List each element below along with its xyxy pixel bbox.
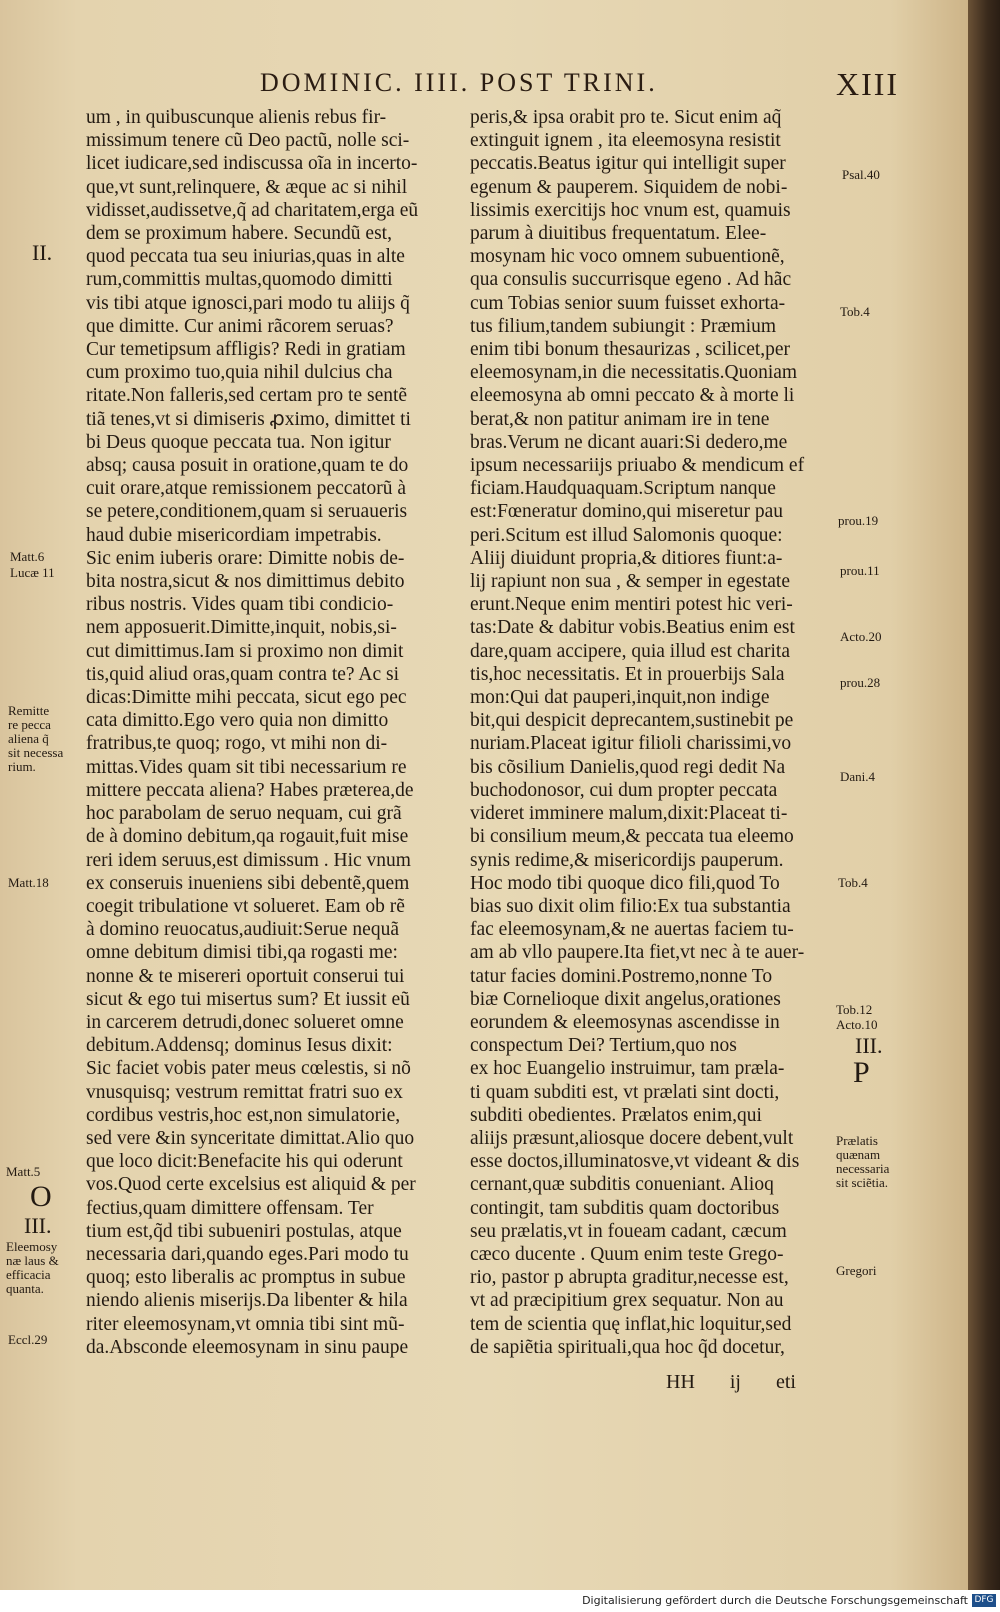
text-line: à domino reuocatus,audiuit:Serue nequã (86, 919, 399, 941)
text-line: niendo alienis miserĳs.Da libenter & hila (86, 1290, 408, 1312)
text-line: Sic faciet vobis pater meus cœlestis, si nõ (86, 1058, 411, 1080)
text-line: bi consilium meum,& peccata tua eleemo (470, 826, 794, 848)
text-line: cæco ducente . Quum enim teste Grego- (470, 1243, 784, 1265)
text-line: mittas.Vides quam sit tibi necessarium re (86, 756, 407, 778)
right-text-column (470, 106, 820, 1359)
text-line: fectius,quam dimittere offensam. Ter (86, 1197, 374, 1219)
text-line: Sic enim iuberis orare: Dimitte nobis de- (86, 547, 405, 569)
text-line: um , in quibuscunque alienis rebus fir- (86, 107, 387, 128)
text-line: bit,qui despicit deprecantem,sustinebit pe (470, 710, 794, 732)
text-line: quod peccata tua seu iniurias,quas in alte (86, 246, 405, 268)
text-line: nonne & te misereri oportuit conserui tui (86, 965, 405, 987)
text-line: lissimis exercitĳs hoc vnum est, quamuis (470, 199, 791, 221)
text-line: vis tibi atque ignosci,pari modo tu aliĳs q̃ (86, 292, 410, 314)
margin-ref-tob4a: Tob.4 (840, 304, 870, 319)
text-line: eorundem & eleemosynas ascendisse in (470, 1011, 780, 1033)
text-line: parum à diuitibus frequentatum. Elee- (470, 223, 767, 245)
text-line: esse doctos,illuminatosve,vt videant & dis (470, 1151, 800, 1173)
text-line: coegit tribulatione vt solueret. Eam ob rẽ (86, 895, 405, 917)
catchword-line (666, 1371, 796, 1394)
text-line: cuit orare,atque remissionem peccatorũ à (86, 478, 406, 500)
margin-ref-acto10: Acto.10 (836, 1017, 878, 1032)
margin-note-remitte: Remitte re pecca aliena q̃ sit necessa rium. (8, 703, 64, 774)
text-line: bis cõsilium Danielis,quod regi dedit Na (470, 756, 786, 778)
text-line: eleemosyna ab omni peccato & à morte li (470, 385, 795, 407)
text-line: de à domino debitum,qa rogauit,fuit mise (86, 826, 409, 848)
text-line: est:Fœneratur domino,qui miseretur pau (470, 501, 784, 523)
margin-ref-psal: Psal.40 (842, 167, 880, 182)
book-edge (968, 0, 1000, 1612)
text-line: vos.Quod certe excelsius est aliquid & per (86, 1174, 416, 1196)
margin-ref-dani4: Dani.4 (840, 769, 876, 784)
text-line: contingit, tam subditis quam doctoribus (470, 1197, 780, 1219)
text-line: hoc parabolam de seruo nequam, cui grã (86, 803, 402, 825)
text-line: missimum tenere cũ Deo pactũ, nolle sci- (86, 130, 410, 152)
text-line: Aliĳ diuidunt propria,& ditiores fiunt:a- (470, 547, 783, 569)
text-line: enim tibi bonum thesaurizas , scilicet,per (470, 339, 791, 361)
text-line: que loco dicit:Benefacite his qui oderunt (86, 1151, 403, 1173)
text-line: vidisset,audissetve,q̃ ad charitatem,erga eũ (86, 199, 419, 221)
text-line: tis,quid aliud oras,quam contra te? Ac si (86, 663, 400, 685)
text-line: ribus nostris. Vides quam tibi condicio- (86, 594, 394, 616)
text-line: da.Absconde eleemosynam in sinu paupe (86, 1336, 409, 1358)
text-line: que dimitte. Cur animi rãcorem seruas? (86, 315, 394, 337)
margin-ref-tob12: Tob.12 (836, 1002, 873, 1017)
margin-letter-p: P (853, 1056, 870, 1089)
text-line: extinguit ignem , ita eleemosyna resistit (470, 130, 781, 152)
text-line: seu prælatis,vt in foueam cadant, cæcum (470, 1220, 787, 1242)
text-line: cut dimittimus.Iam si proximo non dimit (86, 640, 404, 662)
text-line: aliĳs præsunt,aliosque docere debent,vult (470, 1127, 794, 1149)
text-line: rum,committis multas,quomodo dimitti (86, 269, 393, 291)
text-line: sicut & ego tui misertus sum? Et iussit eũ (86, 988, 410, 1010)
margin-ref-lucae11: Lucæ 11 (10, 565, 55, 580)
running-title: DOMINIC. IIII. POST TRINI. (260, 68, 658, 97)
text-line: peris,& ipsa orabit pro te. Sicut enim aq̃ (470, 107, 782, 128)
text-line: haud dubie misericordiam impetrabis. (86, 524, 382, 546)
margin-letter-o: O (30, 1180, 52, 1213)
catchword: eti (775, 1371, 796, 1393)
margin-ref-eccl: Eccl.29 (8, 1332, 48, 1347)
text-line: tiã tenes,vt si dimiseris ꝓximo, dimittet ti (86, 408, 411, 430)
margin-ref-tob4b: Tob.4 (838, 875, 868, 890)
text-line: se petere,conditionem,quam si seruaueris (86, 501, 408, 523)
text-line: qua consulis succurrisque egeno . Ad hãc (470, 269, 792, 291)
signature-mark: HH (666, 1371, 695, 1393)
dfg-logo: DFG (972, 1594, 996, 1607)
margin-ref-gregori: Gregori (836, 1263, 877, 1278)
text-line: dicas:Dimitte mihi peccata, sicut ego pec (86, 687, 407, 709)
text-line: tus filium,tandem subiungit : Præmium (470, 315, 777, 337)
text-line: absq; causa posuit in oratione,quam te do (86, 455, 409, 477)
text-line: dem se proximum habere. Secundũ est, (86, 223, 392, 245)
footer-bar (0, 1590, 1000, 1612)
text-line: tas:Date & dabitur vobis.Beatius enim est (470, 617, 795, 639)
text-line: que,vt sunt,relinquere, & æque ac si nihil (86, 176, 408, 198)
text-line: bi Deus quoque peccata tua. Non igitur (86, 431, 391, 453)
margin-ref-matt5: Matt.5 (6, 1164, 41, 1179)
margin-ref-matt18: Matt.18 (8, 875, 49, 890)
text-line: berat,& non patitur animam ire in tene (470, 408, 770, 430)
text-line: conspectum Dei? Tertium,quo nos (470, 1035, 737, 1057)
text-line: fratribus,te quoq; rogo, vt mihi non di- (86, 733, 388, 755)
text-line: bias suo dixit olim filio:Ex tua substantia (470, 895, 791, 917)
text-line: tis,hoc necessitatis. Et in prouerbĳs Sala (470, 663, 785, 685)
folio-number: XIII (836, 66, 900, 102)
margin-note-praelatis: Prælatis quænam necessaria sit sciẽtia. (836, 1133, 890, 1190)
text-line: nem apposuerit.Dimitte,inquit, nobis,si- (86, 617, 397, 639)
margin-numeral-iii: III. (24, 1213, 52, 1238)
margin-ref-acto20: Acto.20 (840, 629, 882, 644)
margin-ref-prou11: prou.11 (840, 563, 880, 578)
text-line: am ab vllo paupere.Ita fiet,vt nec à te auer- (470, 942, 805, 964)
text-line: buchodonosor, cui dum propter peccata (470, 779, 778, 801)
text-line: biæ Cornelioque dixit angelus,orationes (470, 988, 781, 1010)
text-line: ipsum necessariĳs priuabo & mendicum ef (470, 455, 805, 477)
text-line: cernant,quæ subditis conueniant. Alioq (470, 1174, 774, 1196)
signature-leaf: ĳ (729, 1371, 741, 1393)
text-line: Cur temetipsum affligis? Redi in gratiam (86, 339, 406, 361)
text-line: bita nostra,sicut & nos dimittimus debito (86, 571, 405, 593)
text-line: erunt.Neque enim mentiri potest hic veri- (470, 594, 793, 616)
text-line: omne debitum dimisi tibi,qa rogasti me: (86, 942, 398, 964)
text-line: licet iudicare,sed indiscussa oĩa in incerto- (86, 153, 418, 175)
text-line: ficiam.Haudquaquam.Scriptum nanque (470, 478, 776, 500)
text-line: rio, pastor p abrupta graditur,necesse est, (470, 1267, 789, 1289)
text-line: mosynam hic voco omnem subuentionẽ, (470, 246, 785, 268)
text-line: tem de scientia quę inflat,hic loquitur,sed (470, 1313, 792, 1335)
text-line: debitum.Addensq; dominus Iesus dixit: (86, 1035, 393, 1057)
text-line: fac eleemosynam,& ne auertas faciem tu- (470, 919, 794, 941)
text-line: synis redime,& misericordĳs pauperum. (470, 849, 784, 871)
text-line: nuriam.Placeat igitur filioli charissimi,vo (470, 733, 792, 755)
text-line: videret imminere malum,dixit:Placeat ti- (470, 803, 788, 825)
text-line: lĳ rapiunt non sua , & semper in egestate (470, 571, 790, 593)
text-line: dare,quam accipere, quia illud est charita (470, 640, 790, 662)
text-line: peri.Scitum est illud Salomonis quoque: (470, 524, 783, 546)
text-line: ex hoc Euangelio instruimur, tam præla- (470, 1058, 785, 1080)
text-line: reri idem seruus,est dimissum . Hic vnum (86, 849, 411, 871)
text-line: riter eleemosynam,vt omnia tibi sint mũ- (86, 1313, 405, 1335)
margin-numeral-ii: II. (32, 240, 53, 265)
footer-credit: Digitalisierung gefördert durch die Deutsche Forschungsgemeinschaft (582, 1594, 968, 1607)
margin-note-eleemosy: Eleemosy næ laus & efficacia quanta. (6, 1239, 59, 1296)
text-line: vt ad præcipitium grex sequatur. Non au (470, 1290, 784, 1312)
text-line: ti quam subditi est, vt prælati sint docti, (470, 1081, 780, 1103)
text-line: ritate.Non falleris,sed certam pro te sentẽ (86, 385, 408, 407)
margin-ref-prou19: prou.19 (838, 513, 879, 528)
text-line: cata dimitto.Ego vero quia non dimitto (86, 710, 389, 732)
text-line: ex conseruis inueniens sibi debentẽ,quem (86, 872, 410, 894)
text-line: subditi obedientes. Prælatos enim,qui (470, 1104, 762, 1126)
text-line: necessaria dari,quando eges.Pari modo tu (86, 1243, 409, 1265)
text-line: cum Tobias senior suum fuisset exhorta- (470, 292, 786, 314)
text-line: cordibus vestris,hoc est,non simulatorie, (86, 1104, 401, 1126)
text-line: Hoc modo tibi quoque dico fili,quod To (470, 872, 780, 894)
text-line: de sapiẽtia spirituali,qua hoc q̃d docetur, (470, 1336, 785, 1358)
margin-ref-matt6: Matt.6 (10, 549, 45, 564)
text-line: vnusquisq; vestrum remittat fratri suo ex (86, 1081, 403, 1103)
text-line: tatur facies domini.Postremo,nonne To (470, 965, 773, 987)
text-line: mittere peccata aliena? Habes præterea,de (86, 779, 414, 801)
text-line: in carcerem detrudi,donec solueret omne (86, 1011, 404, 1033)
text-line: quoq; esto liberalis ac promptus in subue (86, 1267, 406, 1289)
text-line: mon:Qui dat pauperi,inquit,non indige (470, 687, 770, 709)
text-line: tium est,q̃d tibi subueniri postulas, atque (86, 1220, 402, 1242)
text-line: cum proximo tuo,quia nihil dulcius cha (86, 362, 393, 384)
left-text-column (86, 106, 446, 1359)
text-line: peccatis.Beatus igitur qui intelligit super (470, 153, 786, 175)
text-line: eleemosynam,in die necessitatis.Quoniam (470, 362, 798, 384)
text-line: egenum & pauperem. Siquidem de nobi- (470, 176, 788, 198)
margin-numeral-iii-right: III. (855, 1033, 883, 1058)
text-line: bras.Verum ne dicant auari:Si dedero,me (470, 431, 788, 453)
text-line: sed vere &in synceritate dimittat.Alio quo (86, 1127, 415, 1149)
margin-ref-prou28: prou.28 (840, 675, 881, 690)
